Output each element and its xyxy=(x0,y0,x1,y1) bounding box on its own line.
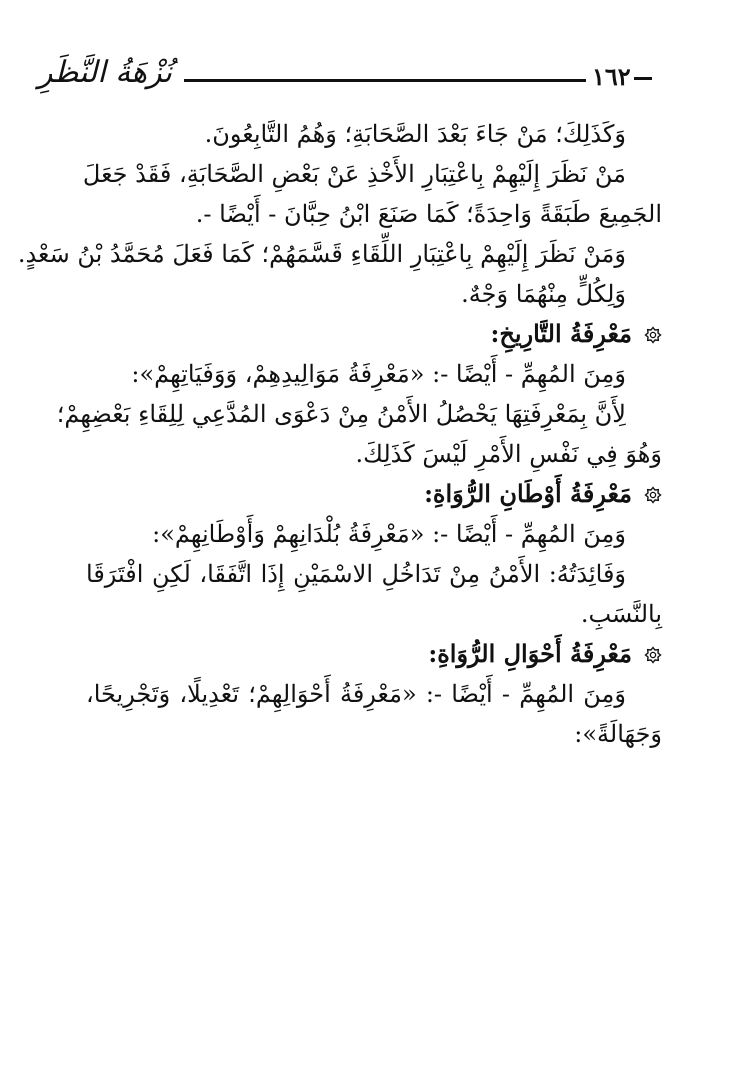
section-heading-text: مَعْرِفَةُ التَّارِيخِ: xyxy=(490,319,632,348)
text-line: وَمِنَ المُهِمِّ - أَيْضًا -: «مَعْرِفَةُ مَوَالِيدِهِمْ، وَوَفَيَاتِهِمْ»: xyxy=(131,360,626,388)
section-heading-text: مَعْرِفَةُ أَوْطَانِ الرُّوَاةِ: xyxy=(424,479,632,508)
text-line: وَجَهَالَةً»: xyxy=(574,720,662,748)
header-rule xyxy=(184,79,586,82)
section-heading xyxy=(86,474,662,514)
section-heading xyxy=(86,634,662,674)
text-line: لِأَنَّ بِمَعْرِفَتِهَا يَحْصُلُ الأَمْنُ مِنْ دَعْوَى المُدَّعِي لِلِقَاءِ بَعْضِهِمْ؛ xyxy=(56,400,626,428)
section-heading-text: مَعْرِفَةُ أَحْوَالِ الرُّوَاةِ: xyxy=(428,639,632,668)
text-line: مَنْ نَظَرَ إِلَيْهِمْ بِاعْتِبَارِ الأَخْذِ عَنْ بَعْضِ الصَّحَابَةِ، فَقَدْ جَعَلَ xyxy=(82,160,626,188)
text-line: بِالنَّسَبِ. xyxy=(580,600,662,628)
text-line: وَمَنْ نَظَرَ إِلَيْهِمْ بِاعْتِبَارِ اللِّقَاءِ قَسَّمَهُمْ؛ كَمَا فَعَلَ مُحَمَّدُ بْنُ سَعْدٍ. xyxy=(17,240,626,268)
section-heading xyxy=(86,314,662,354)
page-body xyxy=(17,114,662,754)
text-line: وَمِنَ المُهِمِّ - أَيْضًا -: «مَعْرِفَةُ أَحْوَالِهِمْ؛ تَعْدِيلًا، وَتَجْرِيحًا، xyxy=(86,680,626,708)
text-line: وَلِكُلٍّ مِنْهُمَا وَجْهٌ. xyxy=(461,280,626,308)
text-line: وَمِنَ المُهِمِّ - أَيْضًا -: «مَعْرِفَةُ بُلْدَانِهِمْ وَأَوْطَانِهِمْ»: xyxy=(152,520,626,548)
page-header xyxy=(0,48,747,98)
text-line: وَكَذَلِكَ؛ مَنْ جَاءَ بَعْدَ الصَّحَابَةِ؛ وَهُمُ التَّابِعُونَ. xyxy=(204,120,626,148)
page-number: ١٦٢ xyxy=(592,62,658,92)
ornament-icon xyxy=(644,636,662,654)
text-line: الجَمِيعَ طَبَقَةً وَاحِدَةً؛ كَمَا صَنَعَ ابْنُ حِبَّانَ - أَيْضًا -. xyxy=(195,200,662,228)
ornament-icon xyxy=(644,316,662,334)
ornament-icon xyxy=(644,476,662,494)
text-line: وَفَائِدَتُهُ: الأَمْنُ مِنْ تَدَاخُلِ الاسْمَيْنِ إِذَا اتَّفَقَا، لَكِنِ افْتَرَقَا xyxy=(86,560,626,588)
book-title: نُزْهَةُ النَّظَرِ xyxy=(37,55,173,90)
text-line: وَهُوَ فِي نَفْسِ الأَمْرِ لَيْسَ كَذَلِكَ. xyxy=(355,440,662,468)
